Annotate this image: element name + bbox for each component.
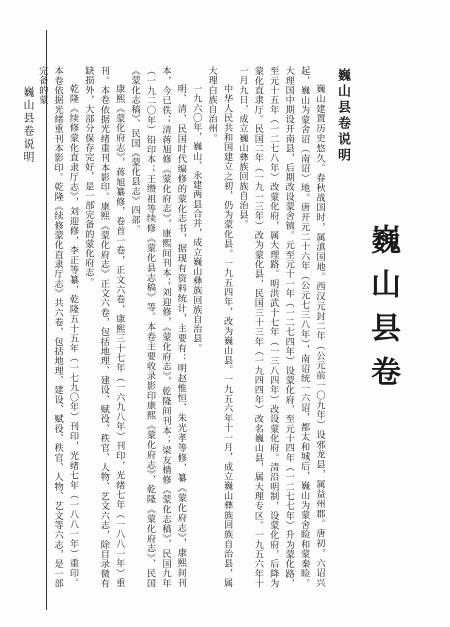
- paragraph: 巍山建置历史悠久。春秋战国时，属滇国地。西汉元封二年（公元前一〇九年）设邪龙县，属益州郡。唐初，六诏兴起，巍山为蒙舍诏（南诏）地。唐开元二十六年（公元七三八年），南诏统一六诏，都太和城后，巍山为蒙舍睑和蒙秦睑。大理国中期设开南县，后期改设蒙舍镇。元至元十一年（一二七四年）设蒙化府，至元十四年（一二七七年）升为蒙化路，至元十五年（一二七八年）改蒙化府，属大理路。明洪武十七年（一三八四年）改设蒙化府。清沿明制，设蒙化府，后降为蒙化直隶厅。民国二年（一九一三年）改为蒙化县，民国三十三年（一九四四年）改名巍山县，属大理专区。一九五六年十一月九日，成立巍山彝族回族自治县。: [236, 66, 325, 588]
- paragraph: 乾隆《续修蒙化直隶厅志》，刘迎修，李正等纂，乾隆五十五年（一七九〇年）刊印，光绪七年（一八八一年）重印。本卷依据光绪重刊本影印。乾隆《续修蒙化直隶厅志》共六卷，包括地理、建设、赋役、秩官、人物、艺文等六志，是一部完备的蒙: [36, 66, 79, 588]
- page-margin-label: 巍山县卷说明: [22, 86, 35, 164]
- volume-title: 巍山县卷: [365, 224, 400, 400]
- paragraph: 明、清、民国时代编修的蒙化志书，据现有资料统计，主要有：明赵惟恒、朱光孝等修，纂《蒙化府志》，康熙间刊本，今已佚；清蒋旭修《蒙化府志》，康熙间刊本；刘迎修，《蒙化府志》，乾隆间刊本；梁友樯修《蒙化志稿》，民国九年（一九二〇年）铅印本；王缵祖等续修《蒙化县志稿》等。本卷主要收录影印康熙《蒙化府志》、乾隆《蒙化府志》、民国《蒙化志稿》、民国《蒙化县志》四部。: [129, 66, 187, 588]
- section-subtitle: 巍山县卷说明: [335, 68, 350, 164]
- paragraph: 一九六〇年，巍山、永建两县合并，成立巍山彝族回族自治县。: [190, 84, 202, 354]
- paragraph: 中华人民共和国建立之初，仍为蒙化县。一九五四年，改为巍山县。一九五六年十一月，成立巍山彝族回族自治县，属大理白族自治州。: [206, 66, 233, 588]
- vertical-text-area: [36, 66, 410, 588]
- paragraph: 康熙《蒙化府志》，蒋旭纂修，卷首一卷，正文六卷，康熙三十七年（一六九八年）刊印，光绪七年（一八八一年）重刊。本卷依据光绪重刊本影印。康熙《蒙化府志》正文六卷，包括地理、建设、赋役、秩官、人物、艺文六志，除目录微有缺损外，大部分保存完好，是一部完备的蒙化府志。: [82, 66, 125, 588]
